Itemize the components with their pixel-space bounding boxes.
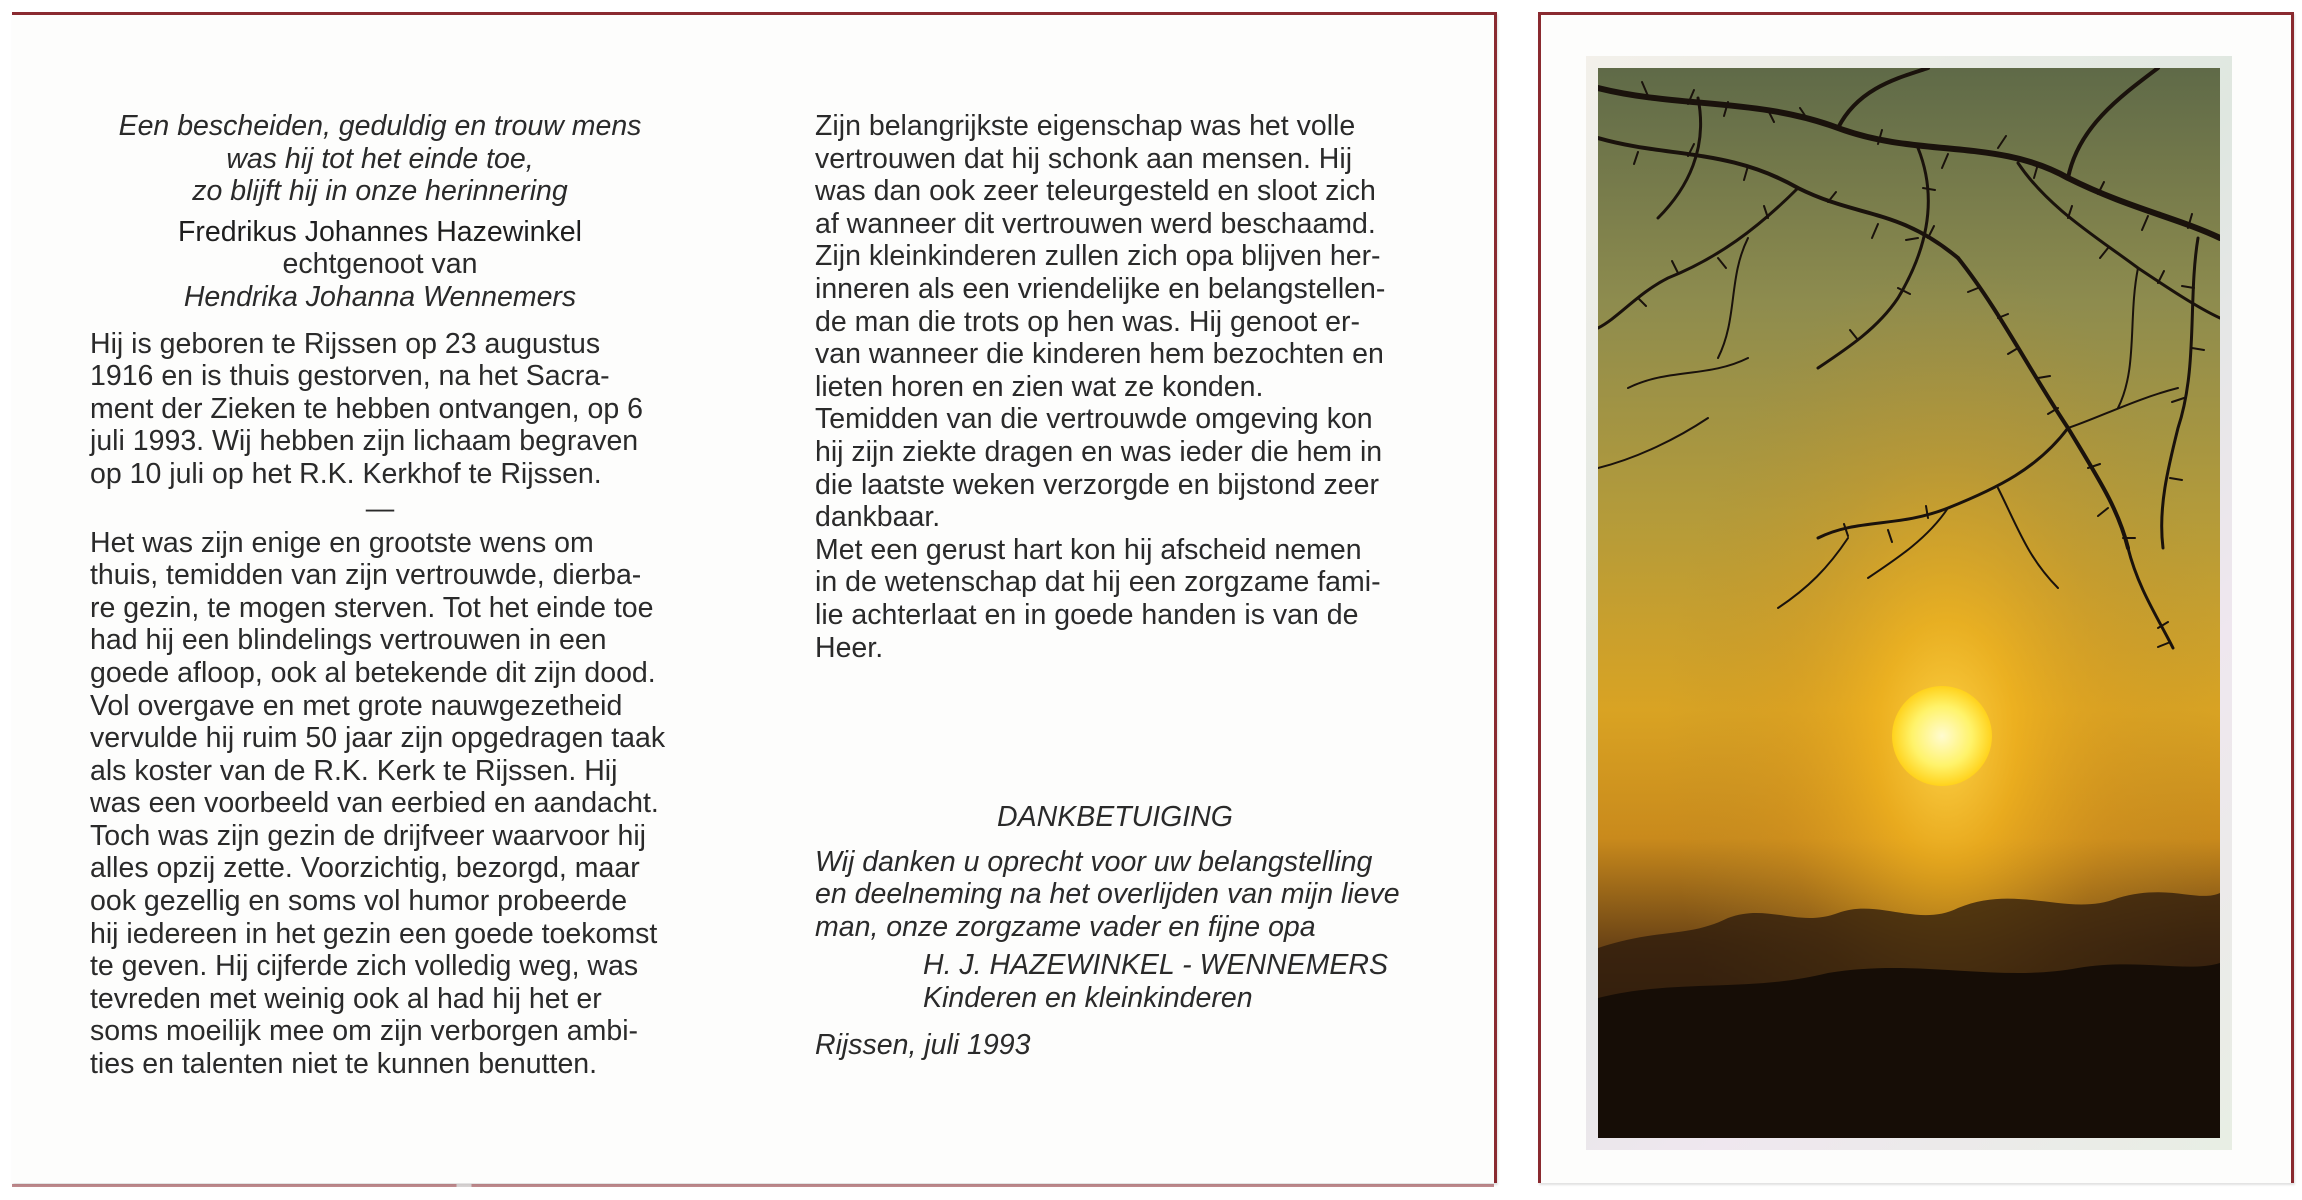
text-line: had hij een blindelings vertrouwen in een xyxy=(90,624,607,657)
text-line: goede afloop, ook al betekende dit zijn dood. xyxy=(90,656,656,689)
text-line: van wanneer die kinderen hem bezochten en xyxy=(815,338,1384,371)
text-line: inneren als een vriendelijke en belangstellen- xyxy=(815,272,1386,305)
character-paragraph xyxy=(815,110,1415,664)
text-line: hij zijn ziekte dragen en was ieder die hem in xyxy=(815,435,1383,468)
text-line: Toch was zijn gezin de drijfveer waarvoor hij xyxy=(90,819,647,852)
spouse-label: echtgenoot van xyxy=(282,248,478,281)
text-line: Heer. xyxy=(815,631,884,664)
signature-block xyxy=(923,949,1415,1014)
text-line: vervulde hij ruim 50 jaar zijn opgedragen taak xyxy=(90,722,666,755)
thanks-title: DANKBETUIGING xyxy=(997,801,1233,834)
text-line: die laatste weken verzorgde en bijstond zeer xyxy=(815,468,1380,501)
thanks-text xyxy=(815,846,1415,944)
column-right xyxy=(815,110,1415,1061)
separator-dash: — xyxy=(365,492,395,525)
text-line: dankbaar. xyxy=(815,501,941,534)
signatory-family: Kinderen en kleinkinderen xyxy=(923,982,1253,1015)
text-line: op 10 juli op het R.K. Kerkhof te Rijssen. xyxy=(90,457,602,490)
life-paragraph xyxy=(90,527,670,1081)
text-line: Hij is geboren te Rijssen op 23 augustus xyxy=(90,327,601,360)
text-line: re gezin, te mogen sterven. Tot het einde toe xyxy=(90,591,654,624)
text-line: lieten horen en zien wat ze konden. xyxy=(815,370,1264,403)
text-line: ook gezellig en soms vol humor probeerde xyxy=(90,885,628,918)
poem-line: zo blijft hij in onze herinnering xyxy=(192,175,568,208)
text-line: hij iedereen in het gezin een goede toekomst xyxy=(90,917,658,950)
text-line: tevreden met weinig ook al had hij het er xyxy=(90,982,602,1015)
text-line: Met een gerust hart kon hij afscheid nemen xyxy=(815,533,1362,566)
deceased-name: Fredrikus Johannes Hazewinkel xyxy=(178,215,582,248)
text-line: thuis, temidden van zijn vertrouwde, dierba- xyxy=(90,559,642,592)
text-line: ties en talenten niet te kunnen benutten. xyxy=(90,1048,598,1081)
text-line: Het was zijn enige en grootste wens om xyxy=(90,526,594,559)
text-line: Wij danken u oprecht voor uw belangstelling xyxy=(815,845,1373,878)
text-line: juli 1993. Wij hebben zijn lichaam begraven xyxy=(90,425,639,458)
text-line: was dan ook zeer teleurgesteld en sloot zich xyxy=(815,175,1376,208)
sunset-photo xyxy=(1598,68,2220,1138)
text-line: alles opzij zette. Voorzichtig, bezorgd, maar xyxy=(90,852,640,885)
text-line: en deelneming na het overlijden van mijn lieve xyxy=(815,878,1400,911)
text-line: soms moeilijk mee om zijn verborgen ambi- xyxy=(90,1015,639,1048)
spouse-name: Hendrika Johanna Wennemers xyxy=(183,280,577,313)
text-line: Zijn belangrijkste eigenschap was het volle xyxy=(815,110,1356,142)
text-line: in de wetenschap dat hij een zorgzame fami- xyxy=(815,566,1381,599)
text-line: ment der Zieken te hebben ontvangen, op 6 xyxy=(90,392,643,425)
text-line: als koster van de R.K. Kerk te Rijssen. Hij xyxy=(90,754,618,787)
text-line: Temidden van die vertrouwde omgeving kon xyxy=(815,403,1373,436)
poem xyxy=(90,110,670,208)
text-line: te geven. Hij cijferde zich volledig weg, was xyxy=(90,950,639,983)
text-line: lie achterlaat en in goede handen is van de xyxy=(815,598,1359,631)
column-left xyxy=(90,110,670,1081)
text-line: vertrouwen dat hij schonk aan mensen. Hij xyxy=(815,142,1353,175)
text-line: de man die trots op hen was. Hij genoot er- xyxy=(815,305,1360,338)
text-line: was een voorbeeld van eerbied en aandacht. xyxy=(90,787,659,820)
text-line: Zijn kleinkinderen zullen zich opa blijven her- xyxy=(815,240,1381,273)
text-line: 1916 en is thuis gestorven, na het Sacra- xyxy=(90,360,610,393)
poem-line: was hij tot het einde toe, xyxy=(226,142,534,175)
sunset-image xyxy=(1598,68,2220,1138)
text-line: af wanneer dit vertrouwen werd beschaamd. xyxy=(815,207,1376,240)
text-line: man, onze zorgzame vader en fijne opa xyxy=(815,910,1316,943)
birth-paragraph xyxy=(90,328,670,491)
signatory: H. J. HAZEWINKEL - WENNEMERS xyxy=(923,949,1389,982)
place-date: Rijssen, juli 1993 xyxy=(815,1028,1031,1061)
poem-line: Een bescheiden, geduldig en trouw mens xyxy=(118,110,642,142)
text-line: Vol overgave en met grote nauwgezetheid xyxy=(90,689,623,722)
